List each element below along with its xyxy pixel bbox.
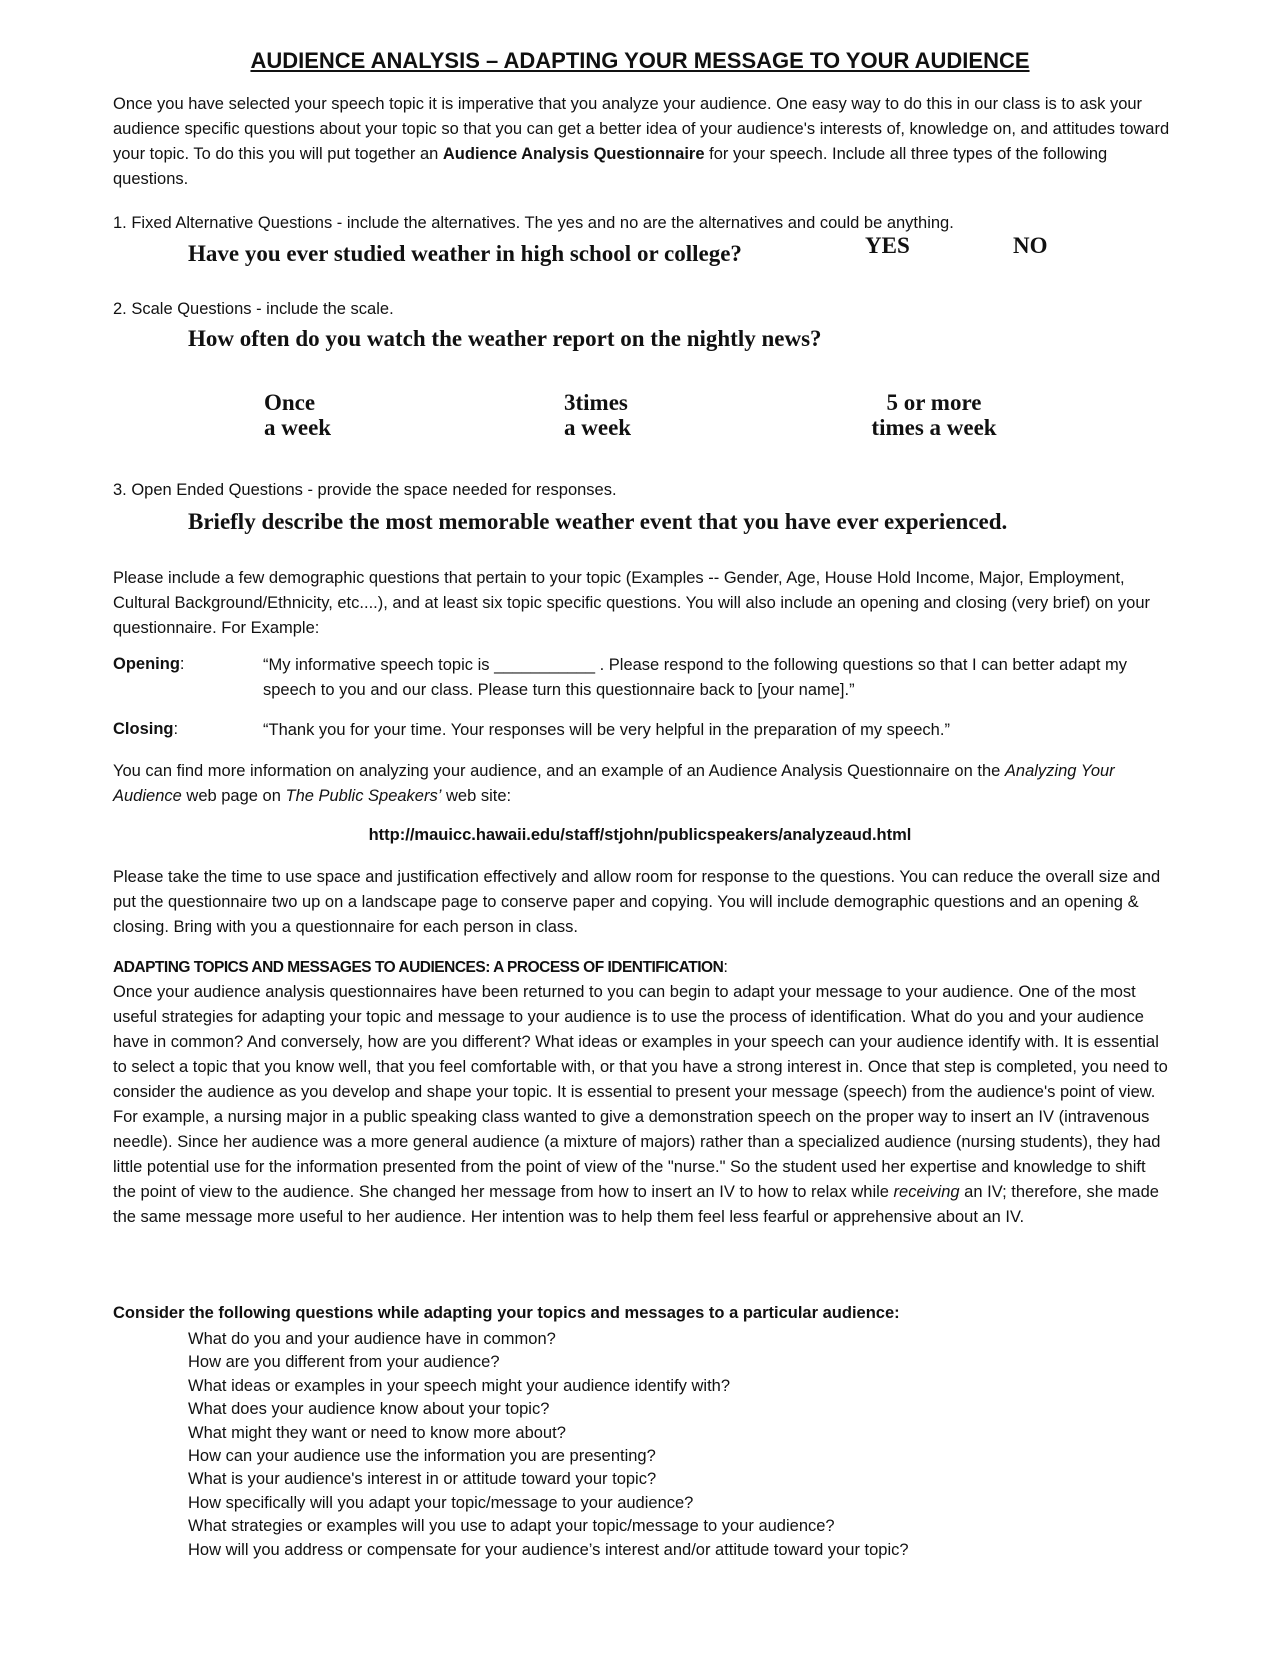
list-item: What might they want or need to know more about? <box>188 1423 566 1442</box>
list-item: How are you different from your audience? <box>188 1353 500 1372</box>
more-info-text: You can find more information on analyzing your audience, and an example of an Audience Analysis Questionnaire on the <box>113 762 1005 780</box>
opening-label: Opening: <box>113 655 185 673</box>
opening-text: “My informative speech topic is ___________ . Please respond to the following questions so that I can better adapt my speech to you and our class. Please turn this questionnaire back to [your name].” <box>263 656 1128 699</box>
q1-no-option: NO <box>1013 233 1048 258</box>
adapting-section: ADAPTING TOPICS AND MESSAGES TO AUDIENCES: A PROCESS OF IDENTIFICATION: Once your audience analysis questionnaires have been returned to you can begin to adapt your message to your audience. One of the most useful strategies for adapting your topic and message to your audience is to use the process of identification. What do you and your audience have in common? And conversely, how are you different? What ideas or examples in your speech can your audience identify with. It is essential to select a topic that you know well, that you feel comfortable with, or that you have a strong interest in. Once that step is completed, you need to consider the audience as you develop and shape your topic. It is essential to present your message (speech) from the audience's point of view. For example, a nursing major in a public speaking class wanted to give a demonstration speech on the proper way to insert an IV (intravenous needle). Since her audience was a more general audience (a mixture of majors) rather than a specialized audience (nursing students), they had little potential use for the information presented from the point of view of the "nurse." So the student used her expertise and knowledge to shift the point of view to the audience. She changed her message from how to insert an IV to how to relax while receiving an IV; therefore, she made the same message more useful to her audience. Her intention was to help them feel less fearful or apprehensive about an IV. <box>113 958 1168 1226</box>
intro-text-end: for your speech. Include all three types of the following questions. <box>113 145 1108 188</box>
list-item: What is your audience's interest in or attitude toward your topic? <box>188 1470 657 1489</box>
q1-yes-option: YES <box>865 233 910 258</box>
consider-questions-list <box>188 1328 909 1562</box>
scale-option-3-line1: 5 or more <box>886 390 982 415</box>
list-item: What do you and your audience have in common? <box>188 1330 556 1348</box>
q2-question: How often do you watch the weather report on the nightly news? <box>188 326 822 351</box>
q1-question: Have you ever studied weather in high school or college? <box>188 241 742 266</box>
more-info-paragraph: You can find more information on analyzing your audience, and an example of an Audience Analysis Questionnaire on the Analyzing Your Audience web page on The Public Speakers’ web site: <box>113 762 1115 805</box>
list-item: What ideas or examples in your speech might your audience identify with? <box>188 1376 731 1395</box>
closing-label: Closing: <box>113 720 179 738</box>
layout-paragraph <box>113 865 1173 940</box>
adapting-text: Once your audience analysis questionnaires have been returned to you can begin to adapt your message to your audience. One of the most useful strategies for adapting your topic and message to your audience is to use the process of identification. What do you and your audience have in common? And conversely, how are you different? What ideas or examples in your speech can your audience identify with. It is essential to select a topic that you know well, that you feel comfortable with, or that you have a strong interest in. Once that step is completed, you need to consider the audience as you develop and shape your topic. It is essential to present your message (speech) from the audience's point of view. For example, a nursing major in a public speaking class wanted to give a demonstration speech on the proper way to insert an IV (intravenous needle). Since her audience was a more general audience (a mixture of majors) rather than a specialized audience (nursing students), they had little potential use for the information presented from the point of view of the "nurse." So the student used her expertise and knowledge to shift the point of view to the audience. She changed her message from how to insert an IV to how to relax while <box>113 983 1168 1201</box>
closing-text: “Thank you for your time. Your responses will be very helpful in the preparation of my speech.” <box>263 721 950 739</box>
scale-option-2-line1: 3times <box>564 390 628 415</box>
list-item: How can your audience use the information you are presenting? <box>188 1447 656 1466</box>
page-title: AUDIENCE ANALYSIS – ADAPTING YOUR MESSAGE TO YOUR AUDIENCE <box>250 48 1030 73</box>
q3-question: Briefly describe the most memorable weather event that you have ever experienced. <box>188 509 1008 534</box>
layout-text: Please take the time to use space and justification effectively and allow room for response to the questions. You can reduce the overall size and put the questionnaire two up on a landscape page to conserve paper and copying. You will include demographic questions and an opening & closing. Bring with you a questionnaire for each person in class. <box>113 868 1161 936</box>
intro-paragraph <box>113 92 1173 192</box>
list-item: How will you address or compensate for your audience’s interest and/or attitude toward your topic? <box>188 1540 909 1559</box>
adapting-heading: ADAPTING TOPICS AND MESSAGES TO AUDIENCES: A PROCESS OF IDENTIFICATION <box>113 959 724 976</box>
intro-text: Once you have selected your speech topic it is imperative that you analyze your audience. One easy way to do this in our class is to ask your audience specific questions about your topic so that you can get a better idea of your audience's interests of, knowledge on, and attitudes toward your topic. To do this you will put together an <box>113 95 1170 163</box>
demographic-text: Please include a few demographic questions that pertain to your topic (Examples -- Gender, Age, House Hold Income, Major, Employment, Cultural Background/Ethnicity, etc....), and at least six topic specific questions. You will also include an opening and closing (very brief) on your questionnaire. For Example: <box>113 569 1151 637</box>
consider-heading: Consider the following questions while adapting your topics and messages to a particular audience: <box>113 1304 900 1322</box>
scale-option-2-line2: a week <box>564 415 632 440</box>
q3-label: 3. Open Ended Questions - provide the space needed for responses. <box>113 481 617 499</box>
scale-option-1 <box>264 390 331 440</box>
adapting-italic-word: receiving <box>893 1183 960 1201</box>
scale-option-2 <box>564 390 631 440</box>
list-item: How specifically will you adapt your topic/message to your audience? <box>188 1493 694 1512</box>
q1-label: 1. Fixed Alternative Questions - include the alternatives. The yes and no are the alternatives and could be anything. <box>113 214 954 232</box>
adapting-text-end: an IV; therefore, she made the same message more useful to her audience. Her intention was to help them feel less fearful or apprehensive about an IV. <box>113 1183 1159 1226</box>
demographic-paragraph <box>113 566 1173 641</box>
list-item: What does your audience know about your topic? <box>188 1400 550 1419</box>
scale-option-3-line2: times a week <box>871 415 997 440</box>
more-info-page-name: Analyzing Your Audience <box>113 762 1115 805</box>
scale-option-3 <box>864 390 1004 440</box>
scale-option-1-line2: a week <box>264 415 332 440</box>
q2-label: 2. Scale Questions - include the scale. <box>113 300 394 318</box>
reference-url: http://mauicc.hawaii.edu/staff/stjohn/publicspeakers/analyzeaud.html <box>368 826 912 844</box>
more-info-site-name: The Public Speakers’ <box>285 787 442 805</box>
intro-bold-term: Audience Analysis Questionnaire <box>442 145 705 163</box>
list-item: What strategies or examples will you use to adapt your topic/message to your audience? <box>188 1517 835 1536</box>
scale-option-1-line1: Once <box>264 390 316 415</box>
